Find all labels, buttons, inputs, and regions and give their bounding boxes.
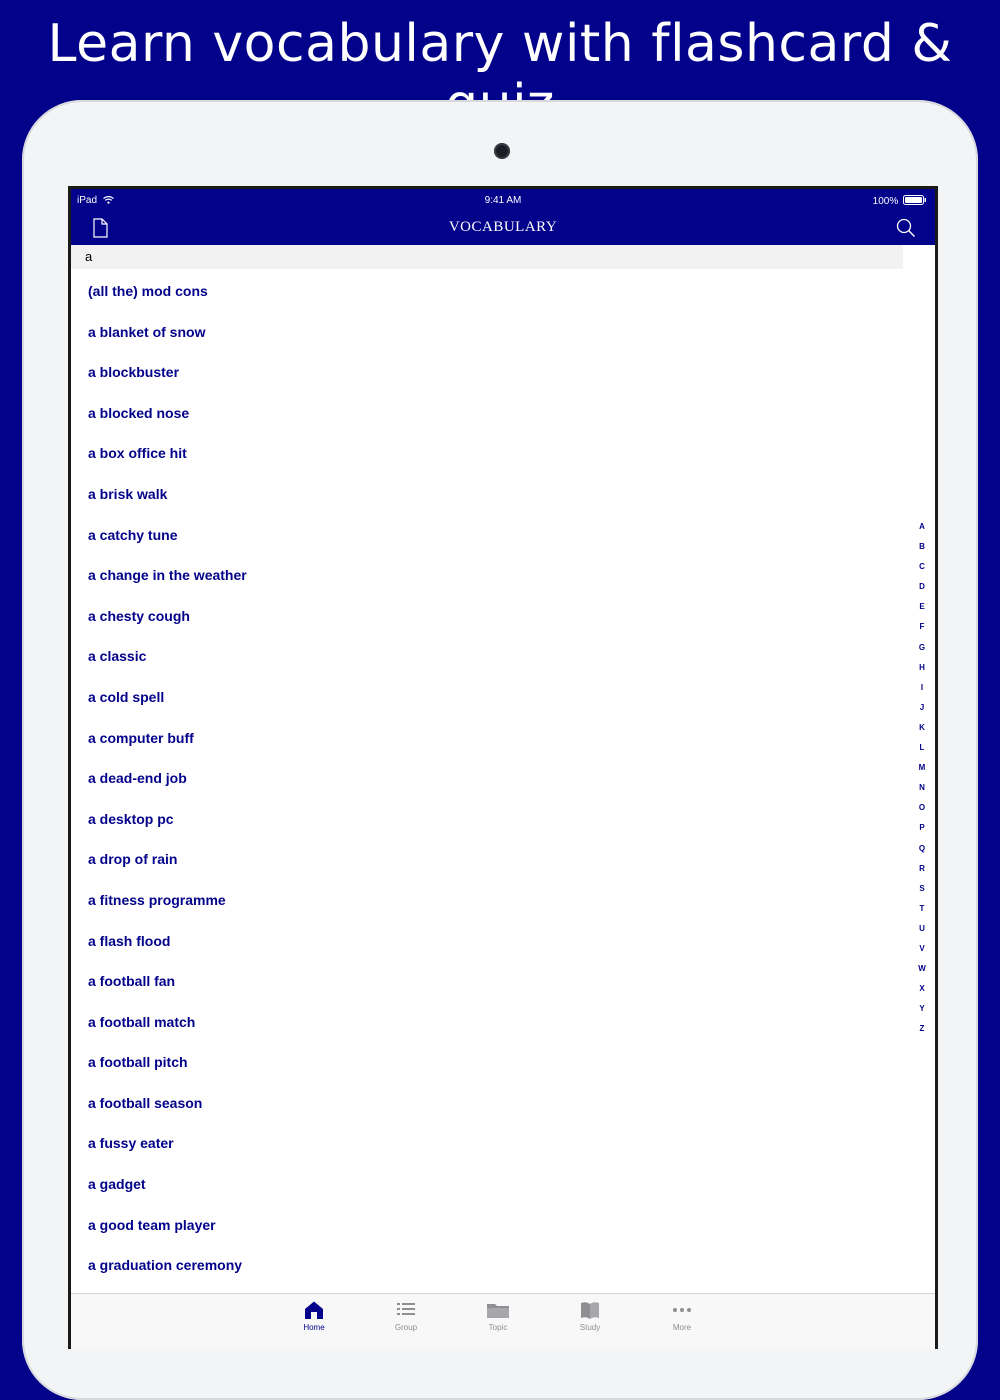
index-letter[interactable]: J — [919, 702, 925, 712]
vocabulary-list — [71, 271, 903, 1286]
tab-label: Topic — [488, 1323, 508, 1332]
index-letter[interactable]: T — [919, 903, 925, 913]
index-letter[interactable]: H — [919, 662, 925, 672]
list-item[interactable]: a fitness programme — [88, 891, 226, 908]
status-time: 9:41 AM — [484, 195, 522, 206]
index-letter[interactable]: Z — [919, 1024, 925, 1034]
device-label: iPad — [77, 195, 98, 206]
index-letter[interactable]: A — [919, 522, 925, 531]
index-letter[interactable]: M — [918, 763, 926, 773]
index-letter[interactable]: N — [919, 783, 925, 793]
list-item[interactable]: a computer buff — [88, 729, 194, 746]
list-item[interactable]: a flash flood — [88, 932, 171, 949]
list-item[interactable]: a change in the weather — [88, 567, 247, 584]
section-index — [915, 517, 929, 1039]
list-icon — [395, 1300, 417, 1320]
list-item[interactable]: a blockbuster — [88, 364, 180, 381]
list-item[interactable]: a blanket of snow — [88, 323, 206, 340]
list-item[interactable]: a football season — [88, 1094, 203, 1111]
list-item[interactable]: a gadget — [88, 1176, 146, 1193]
list-item[interactable]: a drop of rain — [88, 851, 178, 868]
camera-icon — [494, 143, 510, 159]
app-screen — [68, 186, 938, 1349]
index-letter[interactable]: B — [919, 542, 925, 552]
home-icon — [303, 1300, 325, 1320]
list-item[interactable]: a chesty cough — [88, 607, 190, 624]
ipad-frame — [22, 100, 978, 1400]
index-letter[interactable]: L — [919, 743, 925, 753]
index-letter[interactable]: U — [919, 923, 925, 933]
list-item[interactable]: a good team player — [88, 1216, 216, 1233]
list-item[interactable]: a graduation ceremony — [88, 1257, 243, 1274]
tab-bar — [71, 1293, 935, 1349]
list-item[interactable]: a box office hit — [88, 445, 187, 462]
index-letter[interactable]: X — [919, 984, 925, 994]
tab-more[interactable] — [652, 1300, 712, 1332]
list-item[interactable]: (all the) mod cons — [88, 283, 208, 299]
list-item[interactable]: a cold spell — [88, 688, 165, 705]
tab-label: Group — [394, 1323, 418, 1332]
tab-study[interactable] — [560, 1300, 620, 1332]
list-item[interactable]: a blocked nose — [88, 404, 190, 421]
list-item[interactable]: a football match — [88, 1013, 196, 1030]
index-letter[interactable]: Y — [919, 1004, 925, 1014]
tab-label: Study — [579, 1323, 601, 1332]
list-item[interactable]: a classic — [88, 648, 147, 665]
book-icon — [579, 1300, 601, 1320]
headline: Learn vocabulary with flashcard & — [47, 14, 953, 74]
index-letter[interactable]: O — [918, 803, 926, 813]
tab-label: More — [672, 1323, 692, 1332]
navigation-bar — [71, 189, 935, 245]
tab-topic[interactable] — [468, 1300, 528, 1332]
more-icon — [671, 1300, 693, 1320]
index-letter[interactable]: I — [920, 682, 924, 692]
list-item[interactable]: a desktop pc — [88, 810, 174, 827]
index-letter[interactable]: P — [919, 823, 925, 833]
index-letter[interactable]: D — [919, 582, 925, 592]
battery-icon — [903, 195, 927, 205]
index-letter[interactable]: G — [918, 642, 926, 652]
index-letter[interactable]: R — [919, 863, 925, 873]
list-item[interactable]: a brisk walk — [88, 485, 168, 502]
page-title: VOCABULARY — [448, 219, 558, 235]
list-item[interactable]: a catchy tune — [88, 526, 178, 543]
list-item[interactable]: a dead-end job — [88, 770, 187, 787]
list-item[interactable]: a football pitch — [88, 1054, 188, 1071]
tab-group[interactable] — [376, 1300, 436, 1332]
search-icon[interactable] — [895, 217, 917, 239]
battery-label: 100% — [872, 196, 899, 207]
folder-icon — [486, 1300, 510, 1320]
index-letter[interactable]: K — [919, 722, 925, 732]
index-letter[interactable]: Q — [918, 843, 926, 853]
index-letter[interactable]: F — [919, 622, 925, 632]
index-letter[interactable]: S — [919, 883, 925, 893]
search-input[interactable]: a — [71, 245, 903, 269]
list-item[interactable]: a fussy eater — [88, 1135, 174, 1152]
index-letter[interactable]: C — [919, 562, 925, 572]
index-letter[interactable]: V — [919, 943, 925, 953]
index-letter[interactable]: W — [918, 964, 926, 974]
status-battery — [873, 195, 927, 207]
tab-home[interactable] — [284, 1300, 344, 1332]
list-item[interactable]: a football fan — [88, 973, 176, 990]
tab-label: Home — [303, 1323, 325, 1332]
index-letter[interactable]: E — [919, 602, 925, 612]
